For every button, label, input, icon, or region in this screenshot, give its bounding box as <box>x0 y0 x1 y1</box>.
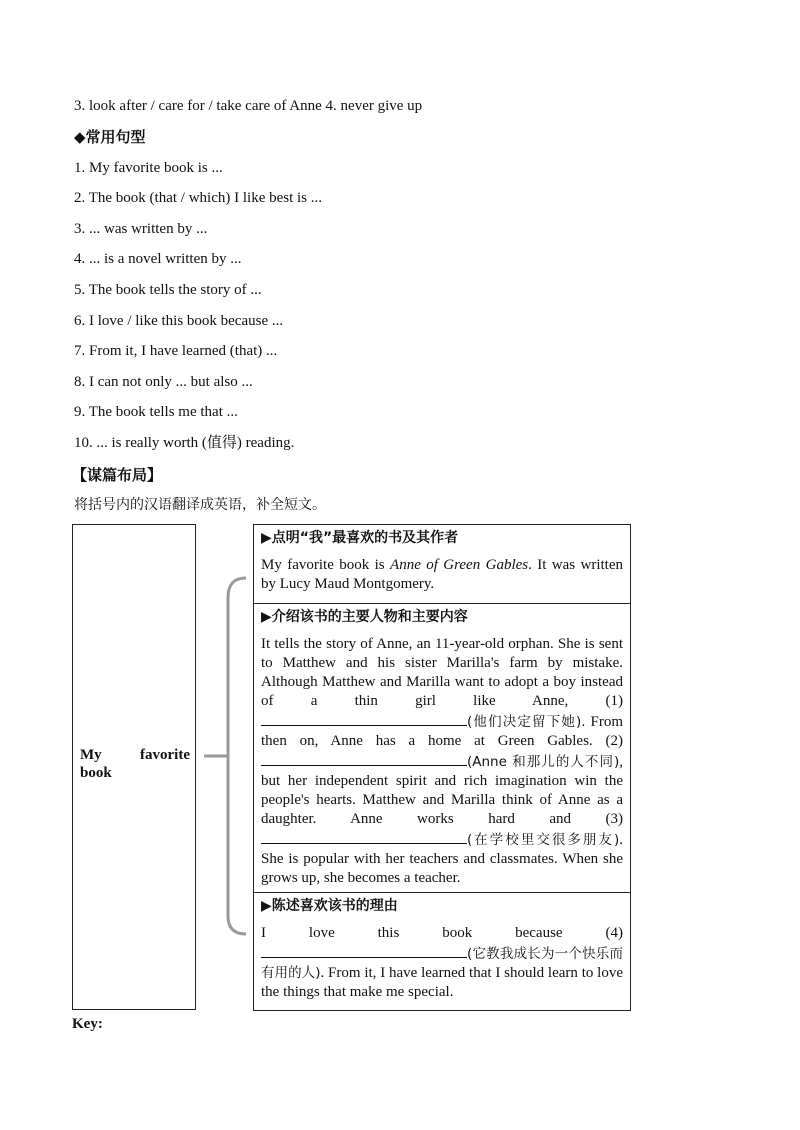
blank-3[interactable] <box>261 829 467 844</box>
blank-4[interactable] <box>261 943 467 958</box>
pattern-10: 10. ... is really worth (值得) reading. <box>74 435 295 451</box>
section-author-title: ▶点明“我”最喜欢的书及其作者 <box>261 530 459 546</box>
pattern-7: 7. From it, I have learned (that) ... <box>74 343 278 359</box>
blank-2[interactable] <box>261 751 467 766</box>
pattern-8: 8. I can not only ... but also ... <box>74 374 253 390</box>
book-title: Anne of Green Gables <box>390 557 529 573</box>
pattern-3: 3. ... was written by ... <box>74 221 208 237</box>
section-reason-body: I love this book because (4)(它教我成长为一个快乐而有用的人). From it, I have learned that I should learn to love the things that make me special. <box>261 925 623 1000</box>
left-label-word3: book <box>80 765 112 781</box>
section-author-body: My favorite book is Anne of Green Gables. It was written by Lucy Maud Montgomery. <box>261 557 623 592</box>
top-line: 3. look after / care for / take care of Anne 4. never give up <box>74 98 423 114</box>
pattern-4: 4. ... is a novel written by ... <box>74 251 242 267</box>
pattern-2: 2. The book (that / which) I like best is ... <box>74 190 323 206</box>
pattern-6: 6. I love / like this book because ... <box>74 313 284 329</box>
section-content-title: ▶介绍该书的主要人物和主要内容 <box>261 609 468 625</box>
section-content-body: It tells the story of Anne, an 11-year-old orphan. She is sent to Matthew and his sister Marilla's farm by mistake. Although Matthew and Marilla want to adopt a boy instead of a thin girl like Anne, (1)(他们决定留下她). From then on, Anne has a home at Green Gables. (2)(Anne 和那儿的人不同), but her independent spirit and rich imagination win the people's hearts. Matthew and Marilla think of Anne as a daughter. Anne works hard and (3)(在学校里交很多朋友). She is popular with her teachers and classmates. When she grows up, she becomes a teacher. <box>261 636 624 886</box>
instruction: 将括号内的汉语翻译成英语，补全短文。 <box>74 497 326 513</box>
section-author <box>254 525 630 594</box>
patterns-heading: ◆常用句型 <box>74 128 146 146</box>
left-label <box>80 746 190 782</box>
pattern-5: 5. The book tells the story of ... <box>74 282 262 298</box>
section-reason-title: ▶陈述喜欢该书的理由 <box>261 898 398 914</box>
left-label-word2: favorite <box>140 747 190 763</box>
pattern-9: 9. The book tells me that ... <box>74 404 238 420</box>
pattern-1: 1. My favorite book is ... <box>74 160 223 176</box>
right-box <box>253 524 631 1011</box>
key-label: Key: <box>72 1016 103 1032</box>
blank-1[interactable] <box>261 711 467 726</box>
section-reason <box>254 893 630 1002</box>
layout-heading: 【谋篇布局】 <box>72 466 163 484</box>
section-content <box>254 604 630 888</box>
brace-connector <box>200 570 256 942</box>
left-label-word1: My <box>80 747 102 763</box>
